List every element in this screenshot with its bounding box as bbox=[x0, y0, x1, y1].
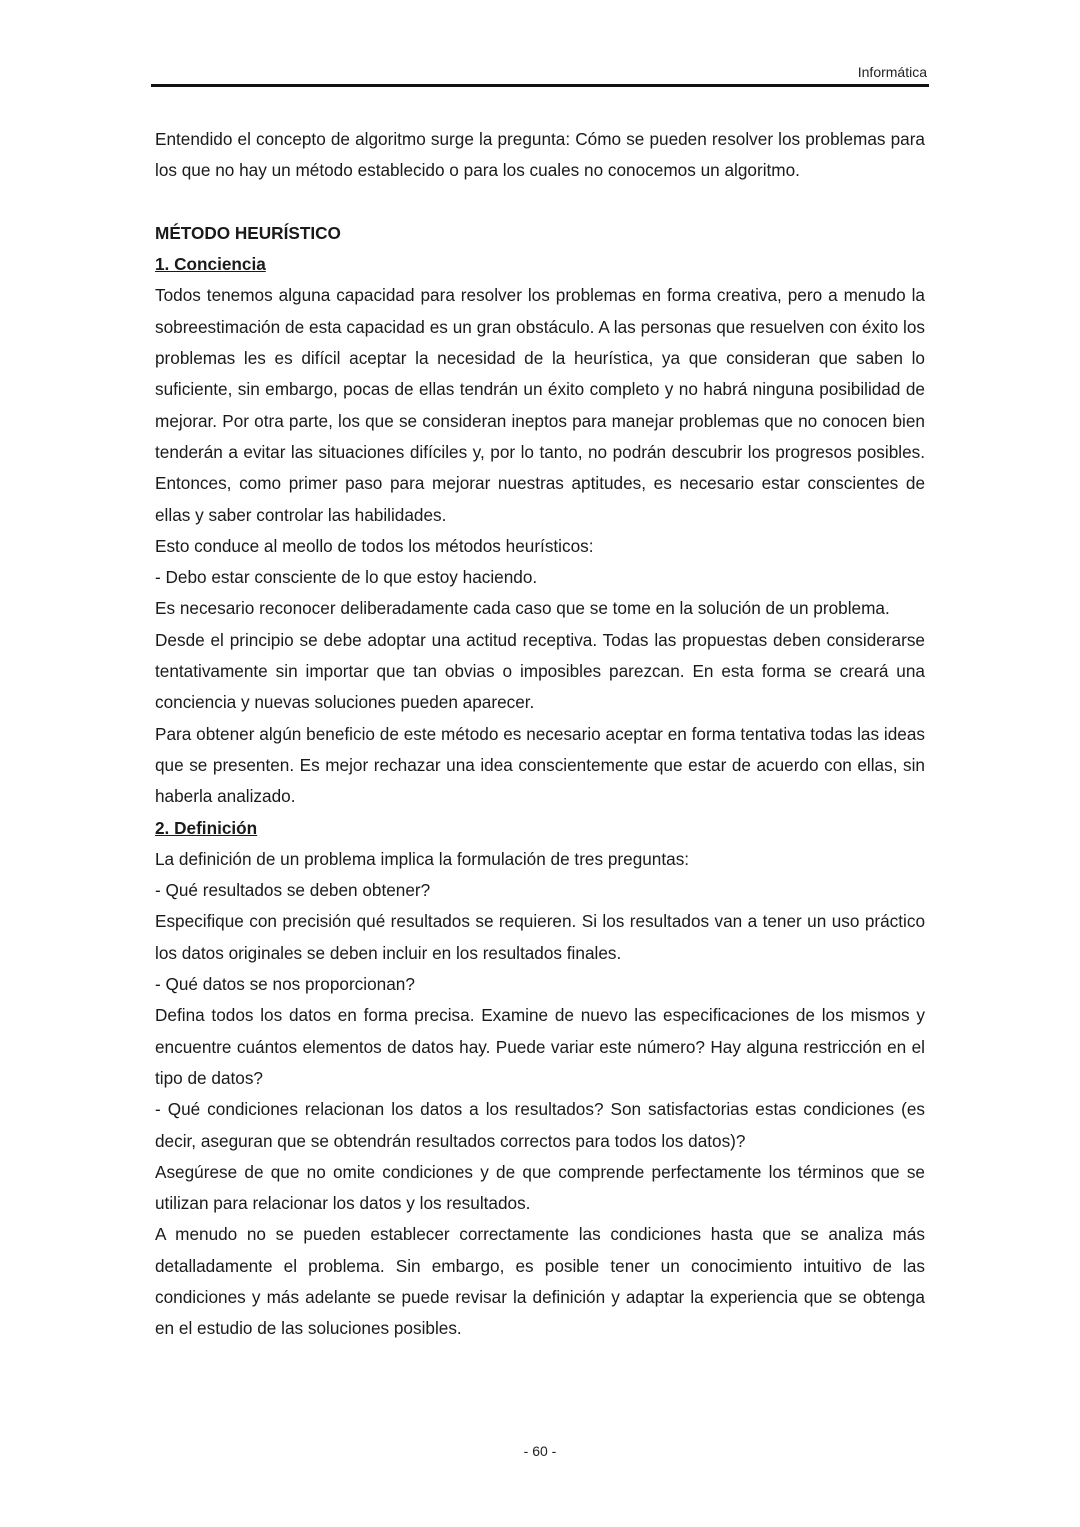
paragraph: Esto conduce al meollo de todos los métodos heurísticos: bbox=[155, 535, 594, 556]
bullet-item: - Debo estar consciente de lo que estoy haciendo. bbox=[155, 567, 538, 588]
paragraph: La definición de un problema implica la formulación de tres preguntas: bbox=[155, 848, 690, 869]
intro-paragraph: Entendido el concepto de algoritmo surge la pregunta: Cómo se pueden resolver los problemas para los que no hay un método establecido o para los cuales no conocemos un algoritmo. bbox=[155, 129, 925, 181]
page-content bbox=[155, 124, 925, 1345]
paragraph: Es necesario reconocer deliberadamente cada caso que se tome en la solución de un problema. bbox=[155, 598, 890, 619]
paragraph: Para obtener algún beneficio de este método es necesario aceptar en forma tentativa todas las ideas que se presenten. Es mejor rechazar una idea conscientemente que estar de acuerdo con ellas, sin haberla analizado. bbox=[155, 723, 925, 807]
subsection-title-definicion: 2. Definición bbox=[155, 817, 258, 838]
section-title: MÉTODO HEURÍSTICO bbox=[155, 222, 341, 243]
bullet-item: - Qué condiciones relacionan los datos a los resultados? Son satisfactorias estas condiciones (es decir, aseguran que se obtendrán resultados correctos para todos los datos)? bbox=[155, 1099, 925, 1151]
bullet-item: - Qué resultados se deben obtener? bbox=[155, 880, 431, 901]
page-header bbox=[151, 62, 929, 87]
header-title: Informática bbox=[857, 64, 927, 80]
paragraph: Desde el principio se debe adoptar una actitud receptiva. Todas las propuestas deben considerarse tentativamente sin importar que tan obvias o imposibles parezcan. En esta forma se creará una conciencia y nuevas soluciones pueden aparecer. bbox=[155, 629, 925, 713]
paragraph: Defina todos los datos en forma precisa. Examine de nuevo las especificaciones de los mismos y encuentre cuántos elementos de datos hay. Puede variar este número? Hay alguna restricción en el tipo de datos? bbox=[155, 1005, 925, 1088]
paragraph: Especifique con precisión qué resultados se requieren. Si los resultados van a tener un uso práctico los datos originales se deben incluir en los resultados finales. bbox=[155, 911, 925, 963]
page-number: - 60 - bbox=[523, 1443, 557, 1459]
subsection-title-conciencia: 1. Conciencia bbox=[155, 254, 266, 275]
paragraph: Asegúrese de que no omite condiciones y de que comprende perfectamente los términos que se utilizan para relacionar los datos y los resultados. bbox=[155, 1161, 925, 1214]
blank-line bbox=[155, 187, 925, 218]
paragraph: A menudo no se pueden establecer correctamente las condiciones hasta que se analiza más detalladamente el problema. Sin embargo, es posible tener un conocimiento intuitivo de las condiciones y más adelante se puede revisar la definición y adaptar la experiencia que se obtenga en el estudio de las soluciones posibles. bbox=[155, 1224, 925, 1339]
paragraph: Todos tenemos alguna capacidad para resolver los problemas en forma creativa, pero a menudo la sobreestimación de esta capacidad es un gran obstáculo. A las personas que resuelven con éxito los problemas les es difícil aceptar la necesidad de la heurística, ya que consideran que saben lo suficiente, sin embargo, pocas de ellas tendrán un éxito completo y no habrá ninguna posibilidad de mejorar. Por otra parte, los que se consideran ineptos para manejar problemas que no conocen bien tenderán a evitar las situaciones difíciles y, por lo tanto, no podrán descubrir los progresos posibles. Entonces, como primer paso para mejorar nuestras aptitudes, es necesario estar conscientes de ellas y saber controlar las habilidades. bbox=[155, 285, 925, 525]
bullet-item: - Qué datos se nos proporcionan? bbox=[155, 974, 415, 995]
